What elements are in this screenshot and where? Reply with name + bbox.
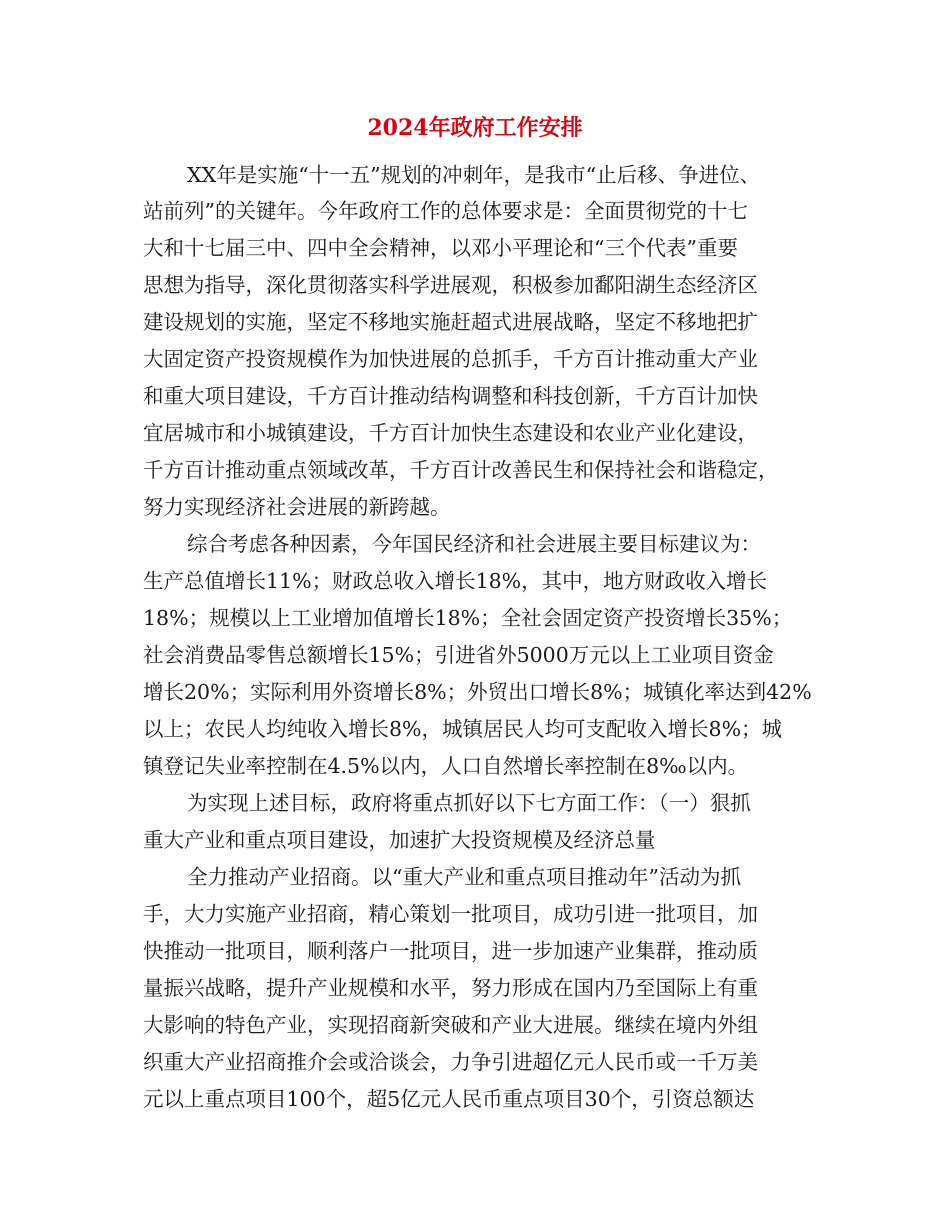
text-line: 织重大产业招商推介会或洽谈会，力争引进超亿元人民币或一千万美 (143, 1050, 758, 1074)
text-line: 大影响的特色产业，实现招商新突破和产业大进展。继续在境内外组 (143, 1013, 758, 1037)
text-line: 千方百计推动重点领域改革，千方百计改善民生和保持社会和谐稳定， (143, 458, 779, 482)
text-line: 以上；农民人均纯收入增长8%，城镇居民人均可支配收入增长8%；城 (143, 717, 783, 741)
text-line: 宜居城市和小城镇建设，千方百计加快生态建设和农业产业化建设， (143, 421, 758, 445)
text-line: 努力实现经济社会进展的新跨越。 (143, 495, 451, 519)
text-line: XX年是实施“十一五”规划的冲刺年，是我市“止后移、争进位、 (187, 163, 761, 187)
text-line: 为实现上述目标，政府将重点抓好以下七方面工作：（一）狠抓 (187, 791, 751, 815)
text-line: 和重大项目建设，千方百计推动结构调整和科技创新，千方百计加快 (143, 384, 758, 408)
document-title: 2024年政府工作安排 (367, 115, 583, 141)
text-line: 大固定资产投资规模作为加快进展的总抓手，千方百计推动重大产业 (143, 347, 758, 371)
text-line: 元以上重点项目100个，超5亿元人民币重点项目30个，引资总额达 (143, 1087, 755, 1111)
text-line: 18%；规模以上工业增加值增长18%；全社会固定资产投资增长35%； (143, 606, 793, 630)
text-line: 生产总值增长11%；财政总收入增长18%，其中，地方财政收入增长 (143, 569, 768, 593)
text-line: 镇登记失业率控制在4.5%以内，人口自然增长率控制在8‰以内。 (143, 754, 749, 778)
text-line: 快推动一批项目，顺利落户一批项目，进一步加速产业集群，推动质 (143, 939, 758, 963)
text-line: 大和十七届三中、四中全会精神，以邓小平理论和“三个代表”重要 (143, 236, 738, 260)
text-line: 思想为指导，深化贯彻落实科学进展观，积极参加鄱阳湖生态经济区 (143, 273, 758, 297)
text-line: 全力推动产业招商。以“重大产业和重点项目推动年”活动为抓 (187, 865, 741, 889)
text-line: 综合考虑各种因素，今年国民经济和社会进展主要目标建议为： (187, 532, 761, 556)
text-line: 建设规划的实施，坚定不移地实施赶超式进展战略，坚定不移地把扩 (143, 310, 758, 334)
text-line: 重大产业和重点项目建设，加速扩大投资规模及经济总量 (143, 828, 656, 852)
text-line: 站前列”的关键年。今年政府工作的总体要求是：全面贯彻党的十七 (143, 199, 748, 223)
text-line: 增长20%；实际利用外资增长8%；外贸出口增长8%；城镇化率达到42% (143, 680, 812, 704)
text-line: 手，大力实施产业招商，精心策划一批项目，成功引进一批项目，加 (143, 902, 758, 926)
text-line: 社会消费品零售总额增长15%；引进省外5000万元以上工业项目资金 (143, 643, 774, 667)
text-line: 量振兴战略，提升产业规模和水平，努力形成在国内乃至国际上有重 (143, 976, 758, 1000)
